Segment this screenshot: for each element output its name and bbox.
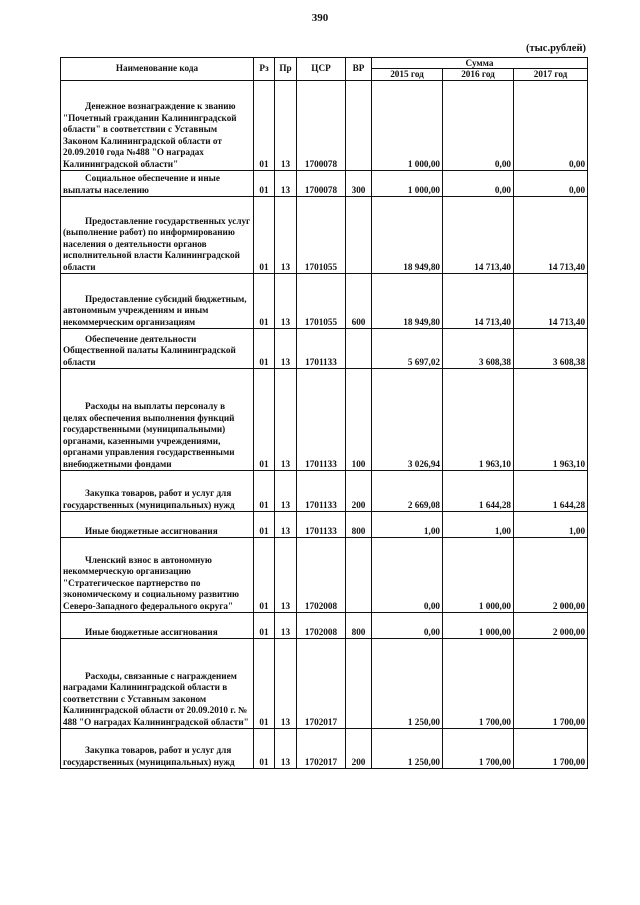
row-csr: 1701133 xyxy=(297,471,346,512)
row-csr: 1700078 xyxy=(297,171,346,197)
row-sum-2017: 14 713,40 xyxy=(514,274,588,329)
row-rz: 01 xyxy=(254,538,275,613)
row-sum-2017: 1 644,28 xyxy=(514,471,588,512)
row-name: Закупка товаров, работ и услуг для государственных (муниципальных) нужд xyxy=(61,729,254,769)
row-sum-2015: 2 669,08 xyxy=(372,471,443,512)
row-rz: 01 xyxy=(254,471,275,512)
row-sum-2016: 1,00 xyxy=(443,512,514,538)
row-csr: 1701133 xyxy=(297,329,346,369)
row-sum-2017: 14 713,40 xyxy=(514,197,588,274)
header-rz: Рз xyxy=(254,58,275,81)
row-sum-2016: 1 700,00 xyxy=(443,729,514,769)
row-vr xyxy=(346,81,372,171)
row-name: Закупка товаров, работ и услуг для государственных (муниципальных) нужд xyxy=(61,471,254,512)
row-csr: 1701055 xyxy=(297,274,346,329)
table-row xyxy=(61,512,588,538)
row-csr: 1702008 xyxy=(297,613,346,639)
units-note: (тыс.рублей) xyxy=(525,43,586,54)
row-pr: 13 xyxy=(275,729,297,769)
row-pr: 13 xyxy=(275,471,297,512)
row-sum-2017: 2 000,00 xyxy=(514,538,588,613)
header-csr: ЦСР xyxy=(297,58,346,81)
row-rz: 01 xyxy=(254,613,275,639)
header-row-top xyxy=(61,58,588,69)
row-sum-2015: 1 250,00 xyxy=(372,639,443,729)
row-sum-2016: 3 608,38 xyxy=(443,329,514,369)
row-sum-2016: 0,00 xyxy=(443,171,514,197)
row-rz: 01 xyxy=(254,639,275,729)
row-csr: 1702017 xyxy=(297,639,346,729)
row-name: Предоставление государственных услуг (выполнение работ) по информированию населения о деятельности органов исполнительной власти Калининградской области xyxy=(61,197,254,274)
row-name: Иные бюджетные ассигнования xyxy=(61,512,254,538)
row-csr: 1702017 xyxy=(297,729,346,769)
row-vr xyxy=(346,538,372,613)
budget-table xyxy=(60,57,588,769)
row-name: Предоставление субсидий бюджетным, автономным учреждениям и иным некоммерческим организациям xyxy=(61,274,254,329)
row-sum-2017: 3 608,38 xyxy=(514,329,588,369)
row-rz: 01 xyxy=(254,274,275,329)
row-sum-2015: 1,00 xyxy=(372,512,443,538)
row-vr xyxy=(346,197,372,274)
table-row xyxy=(61,369,588,471)
header-2015: 2015 год xyxy=(372,69,443,81)
row-pr: 13 xyxy=(275,538,297,613)
row-sum-2016: 1 644,28 xyxy=(443,471,514,512)
row-csr: 1702008 xyxy=(297,538,346,613)
row-rz: 01 xyxy=(254,512,275,538)
row-vr: 800 xyxy=(346,613,372,639)
table-row xyxy=(61,197,588,274)
row-sum-2015: 18 949,80 xyxy=(372,197,443,274)
table-row xyxy=(61,329,588,369)
row-csr: 1701133 xyxy=(297,512,346,538)
row-name: Обеспечение деятельности Общественной палаты Калининградской области xyxy=(61,329,254,369)
row-name: Расходы на выплаты персоналу в целях обеспечения выполнения функций государственными (муниципальными) органами, казенными учреждениями, органами управления государственными внебюджетными фондами xyxy=(61,369,254,471)
row-sum-2016: 1 000,00 xyxy=(443,538,514,613)
row-vr: 200 xyxy=(346,471,372,512)
table-row xyxy=(61,171,588,197)
row-rz: 01 xyxy=(254,729,275,769)
row-pr: 13 xyxy=(275,512,297,538)
row-rz: 01 xyxy=(254,329,275,369)
row-pr: 13 xyxy=(275,274,297,329)
row-pr: 13 xyxy=(275,639,297,729)
row-sum-2017: 1,00 xyxy=(514,512,588,538)
row-vr: 200 xyxy=(346,729,372,769)
row-sum-2015: 5 697,02 xyxy=(372,329,443,369)
table-row xyxy=(61,471,588,512)
row-sum-2015: 1 250,00 xyxy=(372,729,443,769)
row-sum-2015: 0,00 xyxy=(372,613,443,639)
row-sum-2017: 2 000,00 xyxy=(514,613,588,639)
row-pr: 13 xyxy=(275,329,297,369)
row-name: Денежное вознаграждение к званию "Почетный гражданин Калининградской области" в соответствии с Уставным Законом Калининградской области от 20.09.2010 года №488 "О наградах Калининградской области" xyxy=(61,81,254,171)
table-row xyxy=(61,729,588,769)
row-sum-2015: 18 949,80 xyxy=(372,274,443,329)
header-2017: 2017 год xyxy=(514,69,588,81)
table-row xyxy=(61,81,588,171)
row-sum-2015: 0,00 xyxy=(372,538,443,613)
row-sum-2016: 1 963,10 xyxy=(443,369,514,471)
row-csr: 1700078 xyxy=(297,81,346,171)
row-sum-2017: 0,00 xyxy=(514,171,588,197)
row-vr: 600 xyxy=(346,274,372,329)
row-rz: 01 xyxy=(254,369,275,471)
table-row xyxy=(61,613,588,639)
row-sum-2017: 0,00 xyxy=(514,81,588,171)
row-sum-2016: 14 713,40 xyxy=(443,274,514,329)
row-name: Членский взнос в автономную некоммерческую организацию "Стратегическое партнерство по экономическому и социальному развитию Северо-Западного федерального округа" xyxy=(61,538,254,613)
page-number: 390 xyxy=(311,12,329,24)
row-name: Иные бюджетные ассигнования xyxy=(61,613,254,639)
row-vr xyxy=(346,329,372,369)
table-row xyxy=(61,639,588,729)
header-name: Наименование кода xyxy=(61,58,254,81)
row-rz: 01 xyxy=(254,171,275,197)
row-rz: 01 xyxy=(254,81,275,171)
row-pr: 13 xyxy=(275,171,297,197)
table-row xyxy=(61,274,588,329)
row-sum-2016: 1 000,00 xyxy=(443,613,514,639)
row-sum-2015: 1 000,00 xyxy=(372,81,443,171)
table-row xyxy=(61,538,588,613)
row-sum-2017: 1 963,10 xyxy=(514,369,588,471)
row-rz: 01 xyxy=(254,197,275,274)
row-sum-2016: 0,00 xyxy=(443,81,514,171)
row-pr: 13 xyxy=(275,613,297,639)
row-vr: 100 xyxy=(346,369,372,471)
row-vr: 300 xyxy=(346,171,372,197)
row-pr: 13 xyxy=(275,197,297,274)
row-sum-2016: 1 700,00 xyxy=(443,639,514,729)
row-sum-2017: 1 700,00 xyxy=(514,639,588,729)
row-name: Расходы, связанные с награждением наградами Калининградской области в соответствии с Уставным законом Калининградской области от 20.09.2010 г. № 488 "О наградах Калининградской области" xyxy=(61,639,254,729)
row-sum-2017: 1 700,00 xyxy=(514,729,588,769)
header-sum: Сумма xyxy=(372,58,588,69)
row-vr xyxy=(346,639,372,729)
header-vr: ВР xyxy=(346,58,372,81)
row-vr: 800 xyxy=(346,512,372,538)
row-pr: 13 xyxy=(275,369,297,471)
header-pr: Пр xyxy=(275,58,297,81)
row-name: Социальное обеспечение и иные выплаты населению xyxy=(61,171,254,197)
row-pr: 13 xyxy=(275,81,297,171)
row-sum-2015: 1 000,00 xyxy=(372,171,443,197)
row-sum-2015: 3 026,94 xyxy=(372,369,443,471)
row-csr: 1701133 xyxy=(297,369,346,471)
header-2016: 2016 год xyxy=(443,69,514,81)
row-csr: 1701055 xyxy=(297,197,346,274)
row-sum-2016: 14 713,40 xyxy=(443,197,514,274)
